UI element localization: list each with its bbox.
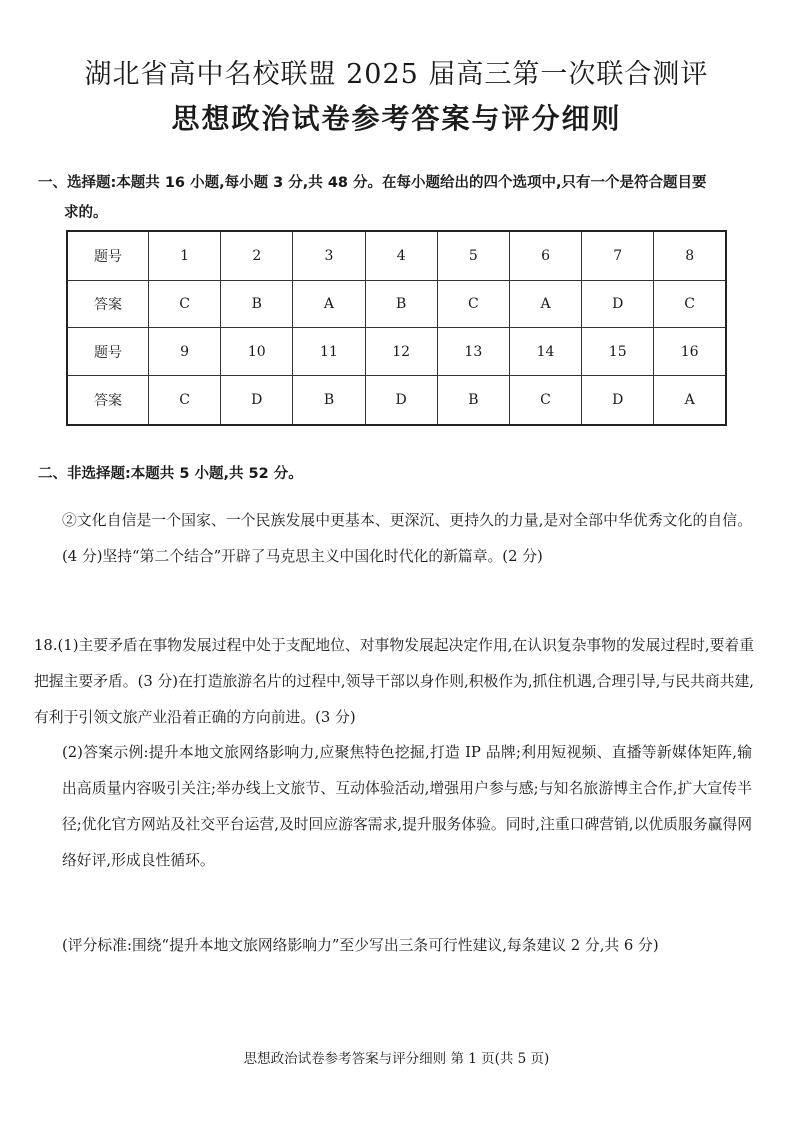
table-row (67, 231, 726, 280)
table-cell: 15 (582, 328, 654, 376)
table-cell: 2 (221, 231, 293, 280)
document-title: 湖北省高中名校联盟 2025 届高三第一次联合测评 (84, 59, 709, 90)
table-row (67, 376, 726, 425)
table-cell: 答案 (67, 280, 149, 328)
q18-scoring: (评分标准:围绕“提升本地文旅网络影响力”至少写出三条可行性建议,每条建议 2 分,共 6 分) (62, 937, 659, 954)
page-footer: 思想政治试卷参考答案与评分细则 第 1 页(共 5 页) (243, 1051, 550, 1067)
section1-line1: 一、选择题:本题共 16 小题,每小题 3 分,共 48 分。在每小题给出的四个选项中,只有一个是符合题目要 (38, 175, 707, 191)
table-cell: 题号 (67, 231, 149, 280)
table-cell: A (654, 376, 726, 425)
table-cell: B (365, 280, 437, 328)
section1-line2: 求的。 (64, 205, 108, 221)
table-cell: 12 (365, 328, 437, 376)
table-cell: C (509, 376, 581, 425)
table-cell: C (437, 280, 509, 328)
q17-answer: ②文化自信是一个国家、一个民族发展中更基本、更深沉、更持久的力量,是对全部中华优秀文化的自信。(4 分)坚持“第二个结合”开辟了马克思主义中国化时代化的新篇章。(2 分) (62, 512, 752, 565)
table-cell: 4 (365, 231, 437, 280)
table-cell: C (654, 280, 726, 328)
table-cell: 1 (149, 231, 221, 280)
table-cell: B (437, 376, 509, 425)
table-cell: 7 (582, 231, 654, 280)
table-cell: 13 (437, 328, 509, 376)
table-cell: 10 (221, 328, 293, 376)
table-cell: C (149, 376, 221, 425)
table-cell: D (582, 280, 654, 328)
section1-heading (38, 168, 763, 228)
table-cell: 题号 (67, 328, 149, 376)
table-cell: 11 (293, 328, 365, 376)
table-cell: A (509, 280, 581, 328)
table-cell: 8 (654, 231, 726, 280)
table-cell: 5 (437, 231, 509, 280)
table-cell: 3 (293, 231, 365, 280)
table-cell: 14 (509, 328, 581, 376)
table-cell: A (293, 280, 365, 328)
table-cell: 答案 (67, 376, 149, 425)
table-row (67, 280, 726, 328)
table-cell: 16 (654, 328, 726, 376)
table-cell: C (149, 280, 221, 328)
table-cell: D (365, 376, 437, 425)
table-cell: D (582, 376, 654, 425)
table-cell: B (293, 376, 365, 425)
table-cell: 9 (149, 328, 221, 376)
q18-part1: 18.(1)主要矛盾在事物发展过程中处于支配地位、对事物发展起决定作用,在认识复杂事物的发展过程时,要着重把握主要矛盾。(3 分)在打造旅游名片的过程中,领导干部以身作则,积极作为,抓住机遇,合理引导,与民共商共建,有利于引领文旅产业沿着正确的方向前进。(3 分) (34, 637, 754, 726)
table-cell: D (221, 376, 293, 425)
document-subtitle: 思想政治试卷参考答案与评分细则 (171, 102, 622, 135)
q18-part2: (2)答案示例:提升本地文旅网络影响力,应聚焦特色挖掘,打造 IP 品牌;利用短视频、直播等新媒体矩阵,输出高质量内容吸引关注;举办线上文旅节、互动体验活动,增强用户参与感;与知名旅游博主合作,扩大宣传半径;优化官方网站及社交平台运营,及时回应游客需求,提升服务体验。同时,注重口碑营销,以优质服务赢得网络好评,形成良性循环。 (62, 744, 752, 869)
section2-heading: 二、非选择题:本题共 5 小题,共 52 分。 (38, 466, 303, 482)
table-row (67, 328, 726, 376)
table-cell: 6 (509, 231, 581, 280)
table-cell: B (221, 280, 293, 328)
answer-table (66, 230, 727, 426)
